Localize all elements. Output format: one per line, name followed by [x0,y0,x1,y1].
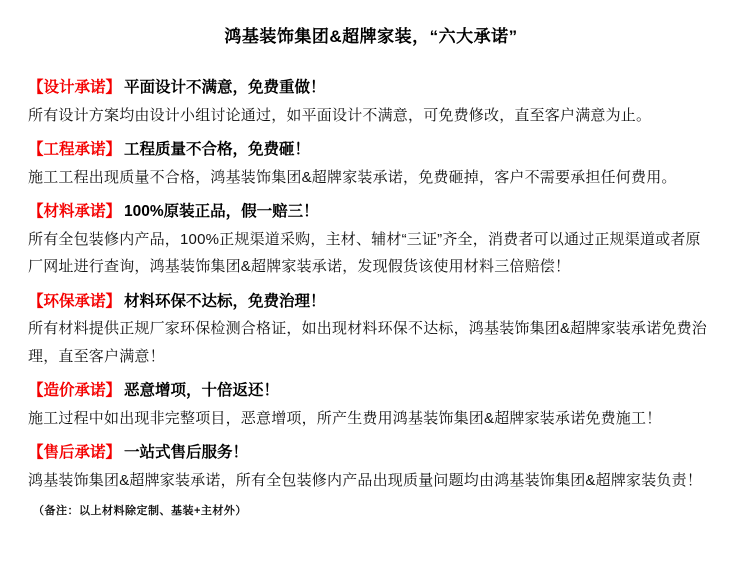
promise-headline: 工程质量不合格，免费砸！ [124,141,311,158]
promise-headline: 恶意增项，十倍返还！ [124,382,280,399]
promise-body-line: 所有全包装修内产品，100%正规渠道采购，主材、辅材“三证”齐全，消费者可以通过正规渠道或者原 [28,230,701,248]
promise-heading [28,377,714,405]
promise-heading [28,439,714,467]
promise-headline: 一站式售后服务！ [124,444,249,461]
promise-section [28,136,714,191]
promise-heading [28,136,714,164]
promise-heading [28,198,714,226]
promise-section [28,377,714,432]
promise-headline: 平面设计不满意，免费重做！ [124,79,326,96]
promise-headline: 100%原装正品，假一赔三！ [124,203,319,220]
promise-heading [28,288,714,316]
promise-heading [28,74,714,102]
footnote: （备注：以上材料除定制、基装+主材外） [33,505,247,517]
promise-tag: 【设计承诺】 [28,79,122,96]
page-title: 鸿基装饰集团&超牌家装，“六大承诺” [224,27,518,46]
promise-list [28,74,714,494]
promise-tag: 【环保承诺】 [28,292,122,310]
promise-tag: 【材料承诺】 [28,203,122,220]
promise-body-line: 施工过程中如出现非完整项目，恶意增项，所产生费用鸿基装饰集团&超牌家装承诺免费施工！ [28,409,662,427]
promise-section [28,198,714,281]
promise-tag: 【造价承诺】 [28,382,122,399]
promise-tag: 【售后承诺】 [28,444,122,461]
promise-section [28,74,714,129]
promise-tag: 【工程承诺】 [28,141,122,158]
promise-body-line: 所有设计方案均由设计小组讨论通过，如平面设计不满意，可免费修改，直至客户满意为止。 [28,106,652,124]
promise-body-line: 所有材料提供正规厂家环保检测合格证，如出现材料环保不达标，鸿基装饰集团&超牌家装承诺免费治 [28,320,708,337]
promise-body-line: 理，直至客户满意！ [28,347,165,365]
promise-body-line: 厂网址进行查询，鸿基装饰集团&超牌家装承诺，发现假货该使用材料三倍赔偿！ [28,258,571,275]
promise-body-line: 鸿基装饰集团&超牌家装承诺，所有全包装修内产品出现质量问题均由鸿基装饰集团&超牌家装负责！ [28,471,703,489]
promise-section [28,288,714,371]
promise-body-line: 施工工程出现质量不合格，鸿基装饰集团&超牌家装承诺，免费砸掉，客户不需要承担任何费用。 [28,168,677,186]
promise-headline: 材料环保不达标，免费治理！ [124,292,326,310]
promise-section [28,439,714,494]
